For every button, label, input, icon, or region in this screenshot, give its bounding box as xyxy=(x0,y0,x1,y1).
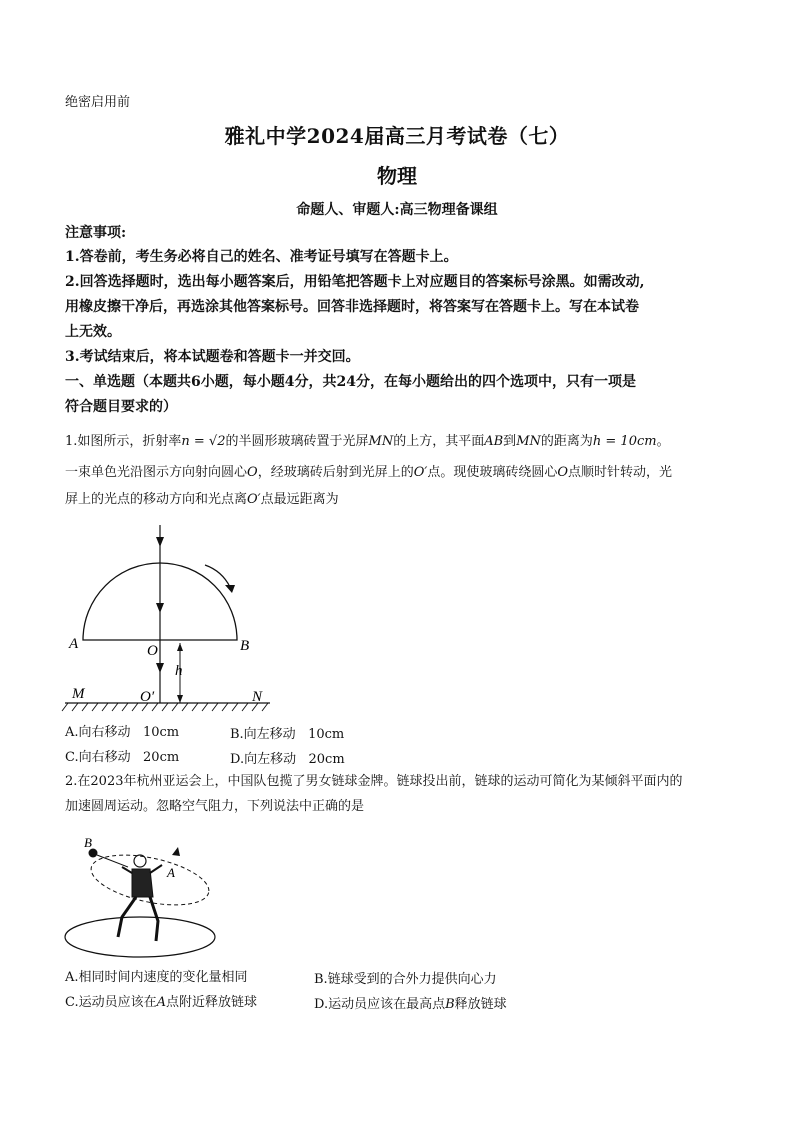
athlete-head xyxy=(134,855,146,867)
q1-option-a: A.向右移动 10cm xyxy=(65,725,180,740)
authors-line: 命题人、审题人:高三物理备课组 xyxy=(296,202,498,218)
q2-option-d: D.运动员应该在最高点B释放链球 xyxy=(314,997,507,1012)
label-b: B xyxy=(84,835,92,850)
label-o-prime: O′ xyxy=(140,689,155,705)
note-line: 用橡皮擦干净后，再选涂其他答案标号。回答非选择题时，将答案写在答题卡上。写在本试卷 xyxy=(65,299,639,315)
ray-arrow-top xyxy=(156,537,164,547)
q2-text-line2: 加速圆周运动。忽略空气阻力，下列说法中正确的是 xyxy=(65,799,365,814)
ray-arrow-bottom xyxy=(156,663,164,673)
label-m: M xyxy=(72,686,85,702)
q1-text-line2: 一束单色光沿图示方向射向圆心O，经玻璃砖后射到光屏上的O′点。现使玻璃砖绕圆心O点顺时针转动，光 xyxy=(65,465,673,480)
q2-option-c: C.运动员应该在A点附近释放链球 xyxy=(65,995,258,1010)
label-a: A xyxy=(167,865,175,880)
confidential-label: 绝密启用前 xyxy=(65,95,131,110)
note-line: 上无效。 xyxy=(65,324,121,340)
note-line: 2.回答选择题时，选出每小题答案后，用铅笔把答题卡上对应题目的答案标号涂黑。如需改动, xyxy=(65,274,645,290)
q2-option-b: B.链球受到的合外力提供向心力 xyxy=(314,972,497,987)
q1-text-line1: 1.如图所示，折射率n = √2的半圆形玻璃砖置于光屏MN的上方，其平面AB到MN的距离为h = 10cm。 xyxy=(65,434,670,449)
h-arrow-up xyxy=(177,643,183,651)
label-o: O xyxy=(147,643,158,659)
q2-hammer-throw-figure xyxy=(60,825,220,965)
q2-text-line1: 2.在2023年杭州亚运会上，中国队包揽了男女链球金牌。链球投出前，链球的运动可简化为某倾斜平面内的 xyxy=(65,774,683,789)
athlete-arm-left xyxy=(122,867,132,873)
h-arrow-down xyxy=(177,695,183,703)
q1-optics-figure xyxy=(60,515,300,715)
section-heading-cont: 符合题目要求的） xyxy=(65,399,177,415)
hammer-chain xyxy=(97,855,128,867)
label-a: A xyxy=(69,636,79,652)
subject-title: 物理 xyxy=(377,164,417,188)
trajectory-arrow xyxy=(172,847,180,856)
rotation-arrowhead xyxy=(225,585,235,593)
q2-option-a: A.相同时间内速度的变化量相同 xyxy=(65,970,248,985)
notes-heading: 注意事项: xyxy=(65,225,127,241)
athlete-torso xyxy=(132,869,153,897)
label-h: h xyxy=(175,663,183,679)
throwing-circle xyxy=(65,917,215,957)
screen-hatching xyxy=(62,703,268,711)
athlete-arm-right xyxy=(150,865,162,873)
q1-option-d: D.向左移动 20cm xyxy=(230,752,345,767)
q1-option-c: C.向右移动 20cm xyxy=(65,750,180,765)
q1-option-b: B.向左移动 10cm xyxy=(230,727,345,742)
note-line: 3.考试结束后，将本试题卷和答题卡一并交回。 xyxy=(65,349,360,365)
label-b: B xyxy=(240,638,250,654)
ray-arrow-mid xyxy=(156,603,164,613)
exam-title: 雅礼中学2024届高三月考试卷（七） xyxy=(224,124,570,148)
rotation-arrow xyxy=(205,565,230,587)
label-n: N xyxy=(252,689,263,705)
q1-text-line3: 屏上的光点的移动方向和光点离O′点最远距离为 xyxy=(65,492,339,507)
note-line: 1.答卷前，考生务必将自己的姓名、准考证号填写在答题卡上。 xyxy=(65,249,458,265)
section-heading: 一、单选题（本题共6小题，每小题4分，共24分，在每小题给出的四个选项中，只有一项是 xyxy=(65,374,636,390)
